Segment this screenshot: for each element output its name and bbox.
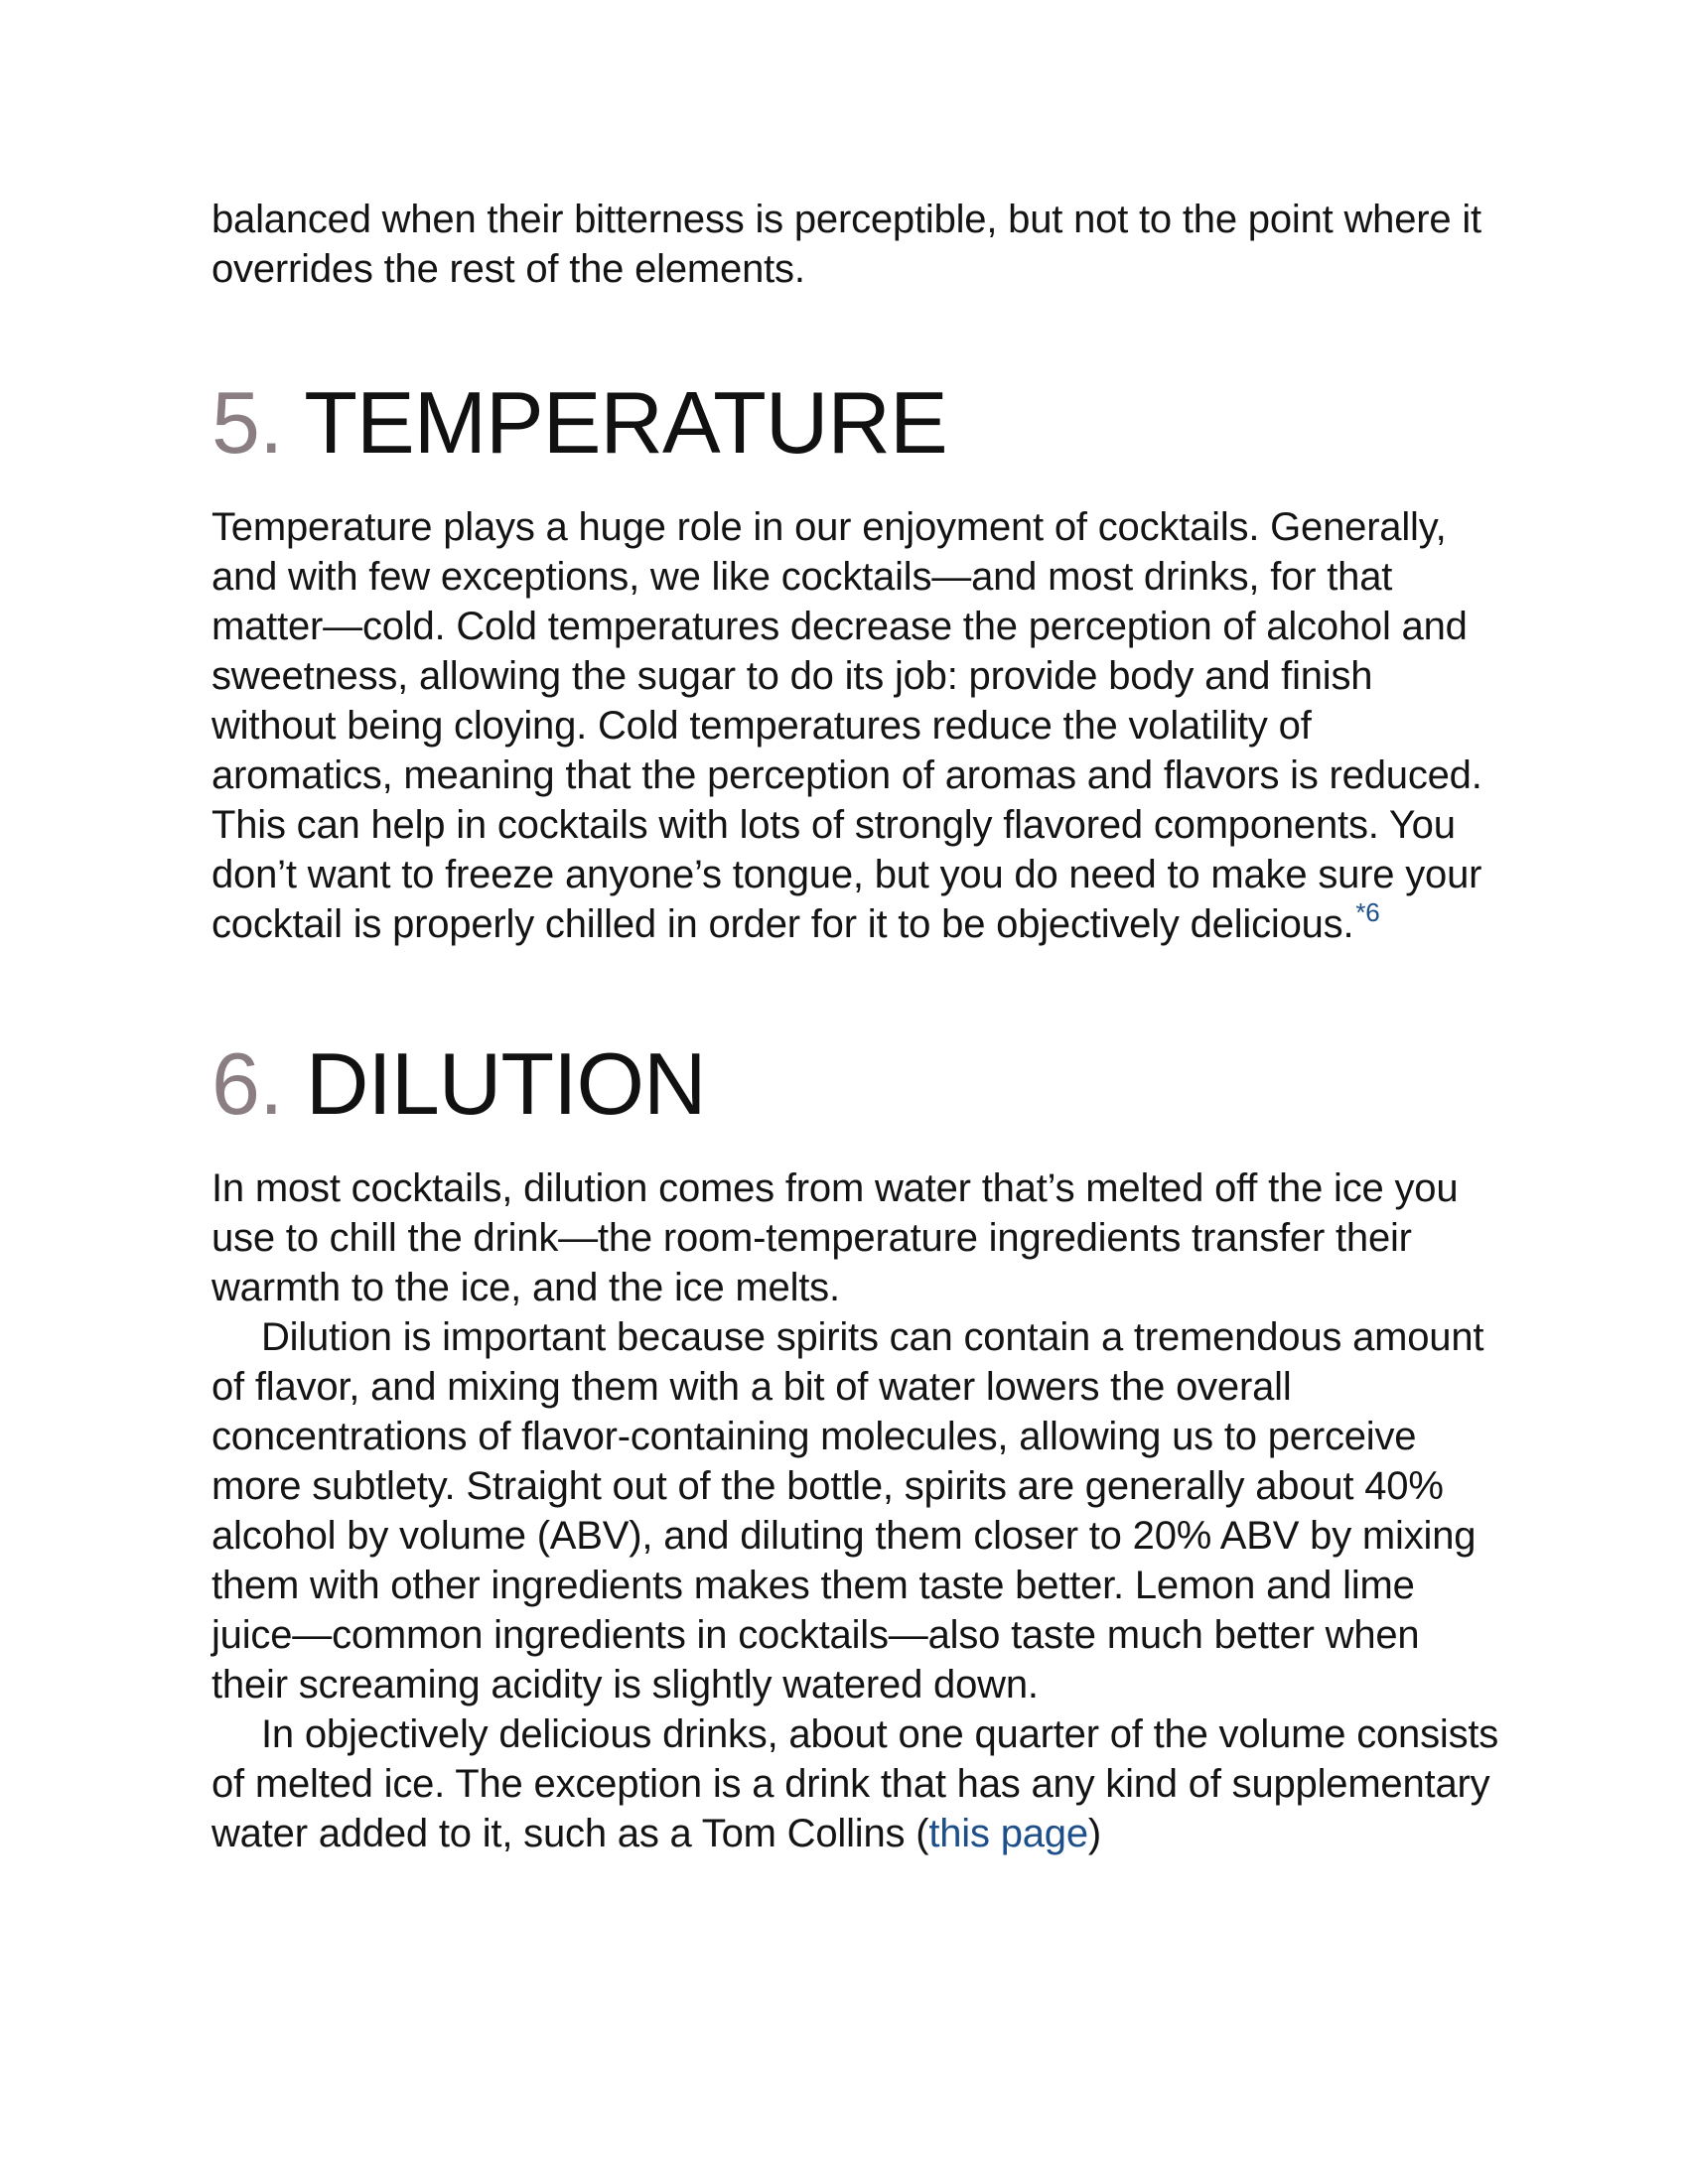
- book-page: [211, 195, 1502, 1858]
- footnote-link[interactable]: *6: [1355, 897, 1380, 927]
- section-heading-temperature: [211, 373, 1502, 473]
- cross-reference-link[interactable]: this page: [928, 1812, 1088, 1855]
- dilution-paragraph-3: [211, 1709, 1502, 1858]
- temperature-paragraph: [211, 502, 1502, 949]
- intro-paragraph: balanced when their bitterness is perceptible, but not to the point where it overrides the rest of the elements.: [211, 198, 1481, 291]
- section-heading-dilution: [211, 1034, 1502, 1134]
- paragraph-text: Temperature plays a huge role in our enjoyment of cocktails. Generally, and with few exceptions, we like cocktails—and most drinks, for that matter—cold. Cold temperatures decrease the perception of alcohol and sweetness, allowing the sugar to do its job: provide body and finish without being cloying. Cold temperatures reduce the volatility of aromatics, meaning that the perception of aromas and flavors is reduced. This can help in cocktails with lots of strongly flavored components. You don’t want to freeze anyone’s tongue, but you do need to make sure your cocktail is properly chilled in order for it to be objectively delicious.: [211, 505, 1482, 946]
- dilution-paragraph-1: In most cocktails, dilution comes from water that’s melted off the ice you use to chill the drink—the room-temperature ingredients transfer their warmth to the ice, and the ice melts.: [211, 1166, 1459, 1309]
- paragraph-text: In objectively delicious drinks, about one quarter of the volume consists of melted ice. The exception is a drink that has any kind of supplementary water added to it, such as a Tom Collins (: [211, 1712, 1499, 1855]
- section-title: DILUTION: [305, 1034, 706, 1133]
- section-number: 5.: [211, 373, 283, 472]
- dilution-paragraph-2: Dilution is important because spirits can contain a tremendous amount of flavor, and mixing them with a bit of water lowers the overall concentrations of flavor-containing molecules, allowing us to perceive more subtlety. Straight out of the bottle, spirits are generally about 40% alcohol by volume (ABV), and diluting them closer to 20% ABV by mixing them with other ingredients makes them taste better. Lemon and lime juice—common ingredients in cocktails—also taste much better when their screaming acidity is slightly watered down.: [211, 1315, 1484, 1706]
- section-number: 6.: [211, 1034, 283, 1133]
- paragraph-text-end: ): [1087, 1812, 1101, 1855]
- section-title: TEMPERATURE: [304, 373, 947, 472]
